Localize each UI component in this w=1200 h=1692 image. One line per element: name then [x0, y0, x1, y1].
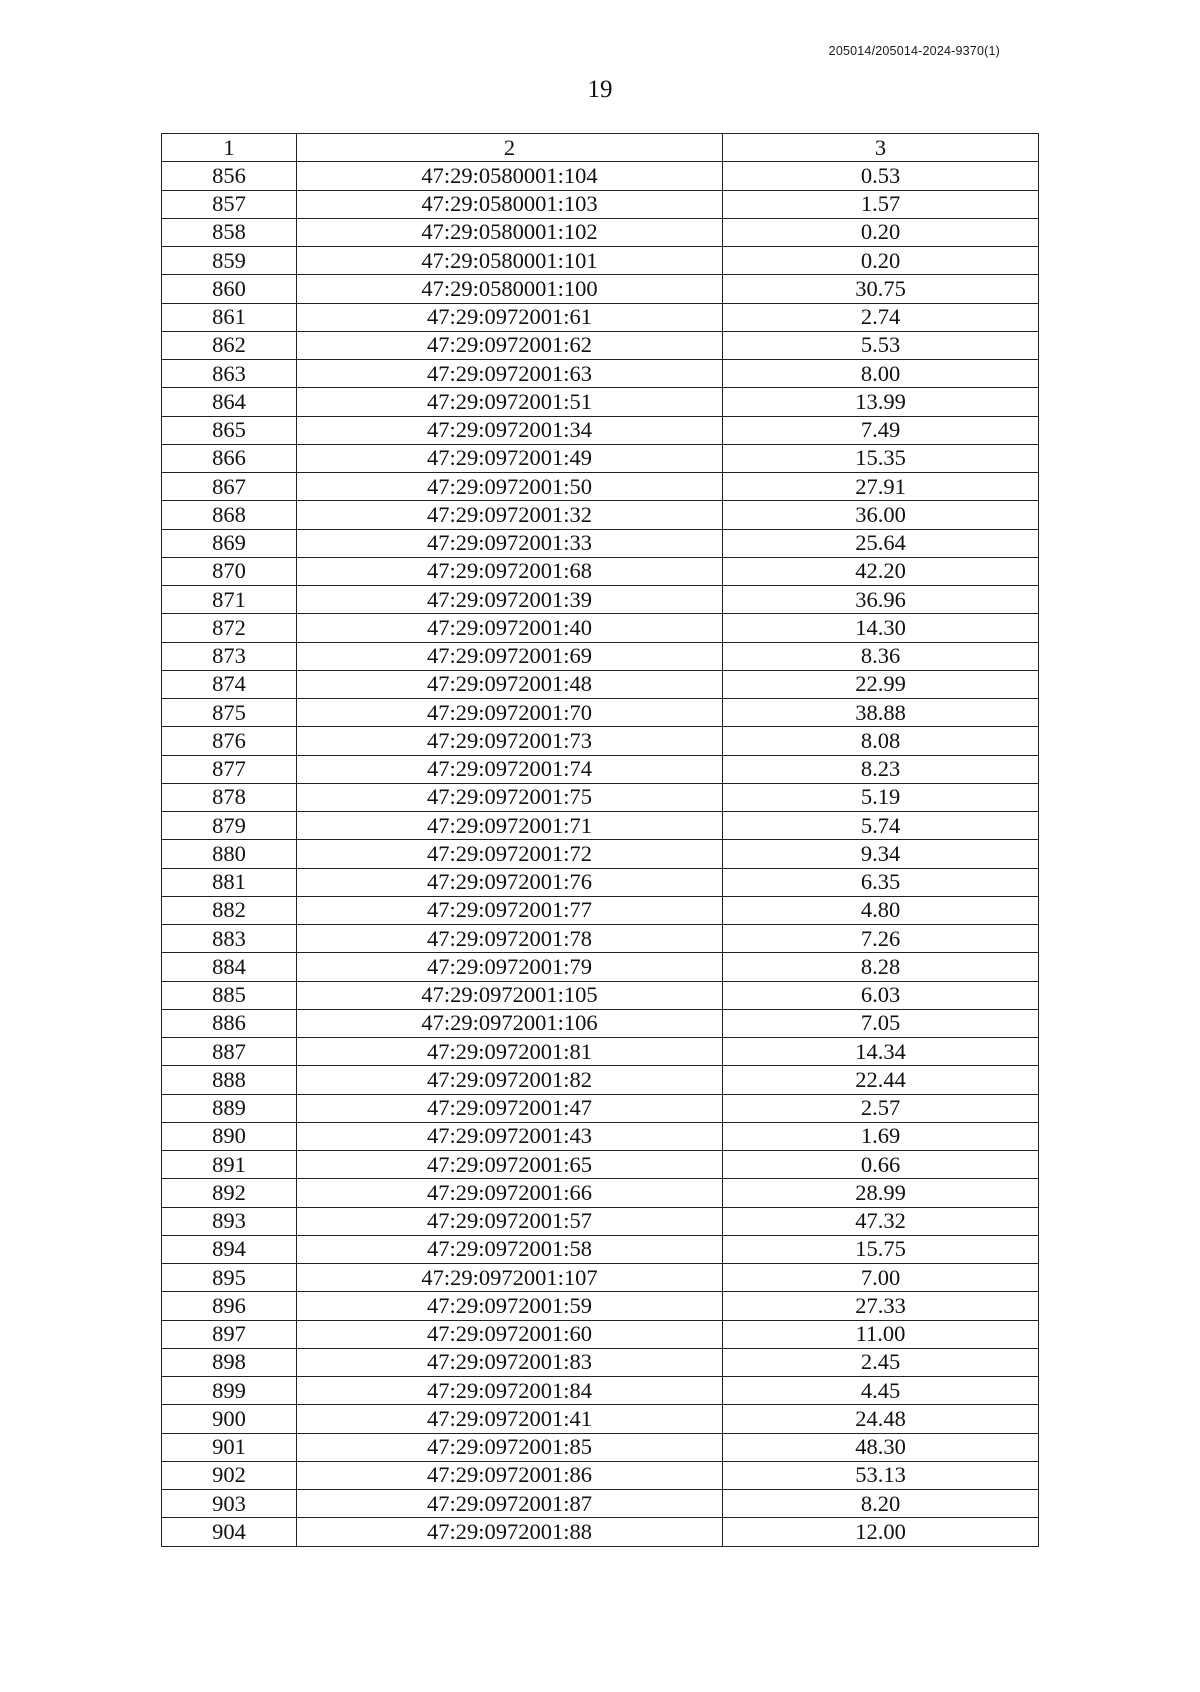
table-row — [162, 303, 1039, 331]
table-row — [162, 727, 1039, 755]
cell-area: 5.19 — [723, 783, 1039, 811]
cell-number: 892 — [162, 1179, 297, 1207]
cell-cadastral-number: 47:29:0972001:87 — [297, 1490, 723, 1518]
cell-number: 900 — [162, 1405, 297, 1433]
cell-cadastral-number: 47:29:0972001:84 — [297, 1377, 723, 1405]
table-row — [162, 1122, 1039, 1150]
cell-area: 0.66 — [723, 1151, 1039, 1179]
table-header — [162, 134, 1039, 162]
cell-number: 875 — [162, 699, 297, 727]
cell-number: 866 — [162, 444, 297, 472]
table-row — [162, 416, 1039, 444]
table-row — [162, 331, 1039, 359]
cell-area: 36.00 — [723, 501, 1039, 529]
table-row — [162, 1009, 1039, 1037]
cell-cadastral-number: 47:29:0972001:39 — [297, 586, 723, 614]
table-row — [162, 670, 1039, 698]
cell-cadastral-number: 47:29:0972001:59 — [297, 1292, 723, 1320]
table-row — [162, 1066, 1039, 1094]
cell-area: 5.53 — [723, 331, 1039, 359]
cell-area: 4.80 — [723, 896, 1039, 924]
cell-area: 8.00 — [723, 360, 1039, 388]
cell-cadastral-number: 47:29:0972001:41 — [297, 1405, 723, 1433]
cell-cadastral-number: 47:29:0972001:75 — [297, 783, 723, 811]
table-row — [162, 840, 1039, 868]
cell-number: 867 — [162, 473, 297, 501]
cell-number: 857 — [162, 190, 297, 218]
cell-area: 25.64 — [723, 529, 1039, 557]
cell-area: 2.74 — [723, 303, 1039, 331]
table-row — [162, 1038, 1039, 1066]
cell-cadastral-number: 47:29:0972001:86 — [297, 1461, 723, 1489]
cell-cadastral-number: 47:29:0972001:77 — [297, 896, 723, 924]
cell-number: 904 — [162, 1518, 297, 1546]
cell-number: 862 — [162, 331, 297, 359]
cell-area: 0.20 — [723, 247, 1039, 275]
table-row — [162, 896, 1039, 924]
table-row — [162, 783, 1039, 811]
cell-area: 4.45 — [723, 1377, 1039, 1405]
cell-cadastral-number: 47:29:0972001:73 — [297, 727, 723, 755]
cell-cadastral-number: 47:29:0972001:106 — [297, 1009, 723, 1037]
cell-number: 879 — [162, 812, 297, 840]
cell-area: 22.44 — [723, 1066, 1039, 1094]
cell-number: 899 — [162, 1377, 297, 1405]
table-row — [162, 1320, 1039, 1348]
table-row — [162, 190, 1039, 218]
table-row — [162, 388, 1039, 416]
cell-area: 6.03 — [723, 981, 1039, 1009]
cell-area: 1.69 — [723, 1122, 1039, 1150]
table-row — [162, 1151, 1039, 1179]
cell-number: 889 — [162, 1094, 297, 1122]
cell-area: 13.99 — [723, 388, 1039, 416]
table-body — [162, 162, 1039, 1546]
table-row — [162, 529, 1039, 557]
cell-number: 902 — [162, 1461, 297, 1489]
cell-number: 858 — [162, 218, 297, 246]
table-row — [162, 1348, 1039, 1376]
cell-number: 883 — [162, 925, 297, 953]
cell-number: 886 — [162, 1009, 297, 1037]
cell-cadastral-number: 47:29:0972001:40 — [297, 614, 723, 642]
cell-area: 11.00 — [723, 1320, 1039, 1348]
table-row — [162, 755, 1039, 783]
cell-area: 8.28 — [723, 953, 1039, 981]
cell-cadastral-number: 47:29:0972001:34 — [297, 416, 723, 444]
cell-number: 876 — [162, 727, 297, 755]
cell-area: 36.96 — [723, 586, 1039, 614]
cell-cadastral-number: 47:29:0972001:65 — [297, 1151, 723, 1179]
page-number: 19 — [587, 76, 613, 103]
cell-number: 893 — [162, 1207, 297, 1235]
table-row — [162, 812, 1039, 840]
cell-number: 864 — [162, 388, 297, 416]
cell-cadastral-number: 47:29:0972001:60 — [297, 1320, 723, 1348]
cell-cadastral-number: 47:29:0972001:81 — [297, 1038, 723, 1066]
cell-area: 8.08 — [723, 727, 1039, 755]
cell-number: 888 — [162, 1066, 297, 1094]
cell-area: 22.99 — [723, 670, 1039, 698]
cell-number: 863 — [162, 360, 297, 388]
cell-number: 856 — [162, 162, 297, 190]
table-row — [162, 953, 1039, 981]
table-row — [162, 868, 1039, 896]
cell-number: 861 — [162, 303, 297, 331]
cell-area: 48.30 — [723, 1433, 1039, 1461]
cell-area: 12.00 — [723, 1518, 1039, 1546]
cell-cadastral-number: 47:29:0580001:104 — [297, 162, 723, 190]
cell-area: 1.57 — [723, 190, 1039, 218]
cell-area: 7.49 — [723, 416, 1039, 444]
cell-cadastral-number: 47:29:0972001:83 — [297, 1348, 723, 1376]
cell-area: 9.34 — [723, 840, 1039, 868]
cell-cadastral-number: 47:29:0972001:61 — [297, 303, 723, 331]
cell-cadastral-number: 47:29:0972001:70 — [297, 699, 723, 727]
table-row — [162, 247, 1039, 275]
cell-number: 869 — [162, 529, 297, 557]
cell-area: 24.48 — [723, 1405, 1039, 1433]
table-row — [162, 557, 1039, 585]
cell-number: 860 — [162, 275, 297, 303]
cell-number: 874 — [162, 670, 297, 698]
cell-area: 27.33 — [723, 1292, 1039, 1320]
cell-cadastral-number: 47:29:0972001:51 — [297, 388, 723, 416]
cell-number: 873 — [162, 642, 297, 670]
cell-cadastral-number: 47:29:0580001:100 — [297, 275, 723, 303]
cell-cadastral-number: 47:29:0972001:85 — [297, 1433, 723, 1461]
cell-number: 903 — [162, 1490, 297, 1518]
cell-number: 877 — [162, 755, 297, 783]
cell-cadastral-number: 47:29:0972001:32 — [297, 501, 723, 529]
cell-number: 881 — [162, 868, 297, 896]
document-reference: 205014/205014-2024-9370(1) — [828, 44, 1000, 58]
cell-cadastral-number: 47:29:0580001:102 — [297, 218, 723, 246]
table-row — [162, 218, 1039, 246]
table-row — [162, 1433, 1039, 1461]
table-row — [162, 1377, 1039, 1405]
cell-cadastral-number: 47:29:0972001:48 — [297, 670, 723, 698]
cell-area: 42.20 — [723, 557, 1039, 585]
cell-area: 15.75 — [723, 1235, 1039, 1263]
cell-area: 8.36 — [723, 642, 1039, 670]
table-row — [162, 444, 1039, 472]
column-header-area: 3 — [723, 134, 1039, 162]
table-row — [162, 981, 1039, 1009]
table-row — [162, 642, 1039, 670]
table-row — [162, 1292, 1039, 1320]
table-row — [162, 1179, 1039, 1207]
cell-cadastral-number: 47:29:0972001:72 — [297, 840, 723, 868]
cell-number: 870 — [162, 557, 297, 585]
column-header-number: 1 — [162, 134, 297, 162]
cell-cadastral-number: 47:29:0972001:62 — [297, 331, 723, 359]
cell-number: 882 — [162, 896, 297, 924]
cell-number: 901 — [162, 1433, 297, 1461]
cell-number: 878 — [162, 783, 297, 811]
table-row — [162, 1207, 1039, 1235]
cell-area: 14.30 — [723, 614, 1039, 642]
cell-area: 0.53 — [723, 162, 1039, 190]
cell-cadastral-number: 47:29:0972001:50 — [297, 473, 723, 501]
table-row — [162, 275, 1039, 303]
cell-cadastral-number: 47:29:0972001:71 — [297, 812, 723, 840]
cell-area: 7.05 — [723, 1009, 1039, 1037]
cell-cadastral-number: 47:29:0972001:57 — [297, 1207, 723, 1235]
cell-cadastral-number: 47:29:0972001:74 — [297, 755, 723, 783]
cell-number: 887 — [162, 1038, 297, 1066]
cell-number: 859 — [162, 247, 297, 275]
cell-number: 872 — [162, 614, 297, 642]
cell-cadastral-number: 47:29:0972001:49 — [297, 444, 723, 472]
column-header-cadastral-number: 2 — [297, 134, 723, 162]
cell-number: 885 — [162, 981, 297, 1009]
cell-area: 6.35 — [723, 868, 1039, 896]
cell-cadastral-number: 47:29:0972001:105 — [297, 981, 723, 1009]
cell-area: 8.20 — [723, 1490, 1039, 1518]
table-row — [162, 1518, 1039, 1546]
cell-cadastral-number: 47:29:0972001:88 — [297, 1518, 723, 1546]
cell-area: 53.13 — [723, 1461, 1039, 1489]
cell-number: 884 — [162, 953, 297, 981]
cell-number: 895 — [162, 1264, 297, 1292]
cell-cadastral-number: 47:29:0972001:78 — [297, 925, 723, 953]
cell-cadastral-number: 47:29:0972001:79 — [297, 953, 723, 981]
table-row — [162, 162, 1039, 190]
cell-cadastral-number: 47:29:0972001:33 — [297, 529, 723, 557]
table-row — [162, 1461, 1039, 1489]
cell-cadastral-number: 47:29:0972001:69 — [297, 642, 723, 670]
cell-cadastral-number: 47:29:0580001:103 — [297, 190, 723, 218]
table-row — [162, 1490, 1039, 1518]
cell-area: 0.20 — [723, 218, 1039, 246]
cell-cadastral-number: 47:29:0972001:47 — [297, 1094, 723, 1122]
cell-area: 30.75 — [723, 275, 1039, 303]
table-row — [162, 360, 1039, 388]
cell-cadastral-number: 47:29:0972001:63 — [297, 360, 723, 388]
cell-cadastral-number: 47:29:0972001:58 — [297, 1235, 723, 1263]
table-row — [162, 501, 1039, 529]
cell-number: 898 — [162, 1348, 297, 1376]
cell-area: 27.91 — [723, 473, 1039, 501]
cell-number: 896 — [162, 1292, 297, 1320]
cell-area: 47.32 — [723, 1207, 1039, 1235]
cell-number: 891 — [162, 1151, 297, 1179]
table-row — [162, 925, 1039, 953]
cell-area: 28.99 — [723, 1179, 1039, 1207]
table-row — [162, 1094, 1039, 1122]
table-row — [162, 473, 1039, 501]
cell-area: 14.34 — [723, 1038, 1039, 1066]
cell-cadastral-number: 47:29:0972001:43 — [297, 1122, 723, 1150]
cell-number: 880 — [162, 840, 297, 868]
table-row — [162, 614, 1039, 642]
cell-area: 15.35 — [723, 444, 1039, 472]
table-row — [162, 699, 1039, 727]
header-row — [162, 134, 1039, 162]
cell-cadastral-number: 47:29:0972001:82 — [297, 1066, 723, 1094]
cell-number: 894 — [162, 1235, 297, 1263]
table-row — [162, 1264, 1039, 1292]
cell-number: 865 — [162, 416, 297, 444]
cell-area: 38.88 — [723, 699, 1039, 727]
table-row — [162, 1235, 1039, 1263]
cell-area: 2.45 — [723, 1348, 1039, 1376]
cell-area: 7.00 — [723, 1264, 1039, 1292]
cell-cadastral-number: 47:29:0972001:107 — [297, 1264, 723, 1292]
cell-number: 897 — [162, 1320, 297, 1348]
cell-area: 7.26 — [723, 925, 1039, 953]
cell-area: 8.23 — [723, 755, 1039, 783]
table-row — [162, 586, 1039, 614]
data-table — [161, 133, 1039, 1547]
cell-number: 868 — [162, 501, 297, 529]
cell-cadastral-number: 47:29:0972001:68 — [297, 557, 723, 585]
cell-cadastral-number: 47:29:0580001:101 — [297, 247, 723, 275]
cell-cadastral-number: 47:29:0972001:66 — [297, 1179, 723, 1207]
cell-area: 5.74 — [723, 812, 1039, 840]
cell-area: 2.57 — [723, 1094, 1039, 1122]
cell-number: 871 — [162, 586, 297, 614]
cell-number: 890 — [162, 1122, 297, 1150]
cell-cadastral-number: 47:29:0972001:76 — [297, 868, 723, 896]
table-row — [162, 1405, 1039, 1433]
